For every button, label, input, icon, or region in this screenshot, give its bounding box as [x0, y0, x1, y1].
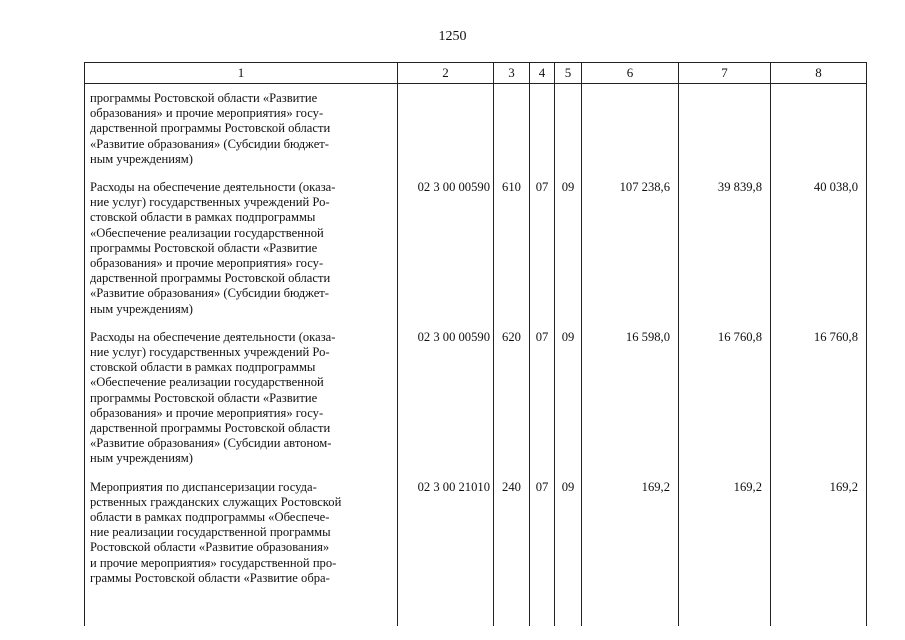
header-col-1: 1: [85, 63, 398, 84]
description-line: ние реализации государственной программы: [90, 525, 331, 540]
row-value-3: [771, 84, 867, 168]
row-rz: 07: [530, 317, 555, 467]
row-value-1: 16 598,0: [582, 317, 679, 467]
description-line: «Обеспечение реализации государственной: [90, 375, 324, 390]
row-description: [85, 167, 398, 317]
description-line: области в рамках подпрограммы «Обеспече-: [90, 510, 330, 525]
header-col-7: 7: [679, 63, 771, 84]
row-value-2: 169,2: [679, 467, 771, 626]
row-pr: [555, 84, 582, 168]
row-code: [398, 84, 494, 168]
row-description: [85, 317, 398, 467]
row-pr: 09: [555, 167, 582, 317]
row-code: 02 3 00 00590: [398, 317, 494, 467]
row-rz: 07: [530, 167, 555, 317]
description-line: «Обеспечение реализации государственной: [90, 225, 324, 240]
row-pr: 09: [555, 467, 582, 626]
budget-table: [84, 62, 867, 626]
description-line: ным учреждениям): [90, 301, 193, 316]
description-line: стовской области в рамках подпрограммы: [90, 210, 316, 225]
row-value-3: 169,2: [771, 467, 867, 626]
description-line: «Развитие образования» (Субсидии автоном-: [90, 436, 332, 451]
table-row: [85, 167, 867, 317]
row-description: [85, 467, 398, 626]
description-line: Расходы на обеспечение деятельности (оказа-: [90, 329, 336, 344]
description-line: «Развитие образования» (Субсидии бюджет-: [90, 286, 329, 301]
table-row: [85, 317, 867, 467]
description-line: дарственной программы Ростовской области: [90, 121, 331, 136]
row-value-2: [679, 84, 771, 168]
row-vr: 240: [494, 467, 530, 626]
header-col-3: 3: [494, 63, 530, 84]
header-col-6: 6: [582, 63, 679, 84]
page-number: 1250: [438, 29, 467, 44]
description-line: ным учреждениям): [90, 451, 193, 466]
description-line: дарственной программы Ростовской области: [90, 271, 331, 286]
description-line: дарственной программы Ростовской области: [90, 421, 331, 436]
description-line: Ростовской области «Развитие образования»: [90, 540, 330, 555]
description-line: ным учреждениям): [90, 151, 193, 166]
row-code: 02 3 00 21010: [398, 467, 494, 626]
row-vr: [494, 84, 530, 168]
row-value-1: 169,2: [582, 467, 679, 626]
description-line: граммы Ростовской области «Развитие обра-: [90, 570, 330, 585]
header-col-8: 8: [771, 63, 867, 84]
description-line: «Развитие образования» (Субсидии бюджет-: [90, 136, 329, 151]
header-col-5: 5: [555, 63, 582, 84]
description-line: программы Ростовской области «Развитие: [90, 390, 318, 405]
description-line: программы Ростовской области «Развитие: [90, 240, 318, 255]
row-pr: 09: [555, 317, 582, 467]
header-row: [85, 63, 867, 84]
description-line: программы Ростовской области «Развитие: [90, 91, 318, 105]
description-line: образования» и прочие мероприятия» госу-: [90, 256, 324, 271]
row-rz: [530, 84, 555, 168]
description-line: ние услуг) государственных учреждений Ро-: [90, 195, 330, 210]
row-value-1: [582, 84, 679, 168]
row-code: 02 3 00 00590: [398, 167, 494, 317]
table-row: [85, 467, 867, 626]
description-line: образования» и прочие мероприятия» госу-: [90, 405, 324, 420]
table-row: [85, 84, 867, 168]
description-line: Мероприятия по диспансеризации госуда-: [90, 479, 317, 494]
description-line: образования» и прочие мероприятия» госу-: [90, 106, 324, 121]
description-line: рственных гражданских служащих Ростовской: [90, 494, 342, 509]
description-line: и прочие мероприятия» государственной про-: [90, 555, 337, 570]
row-rz: 07: [530, 467, 555, 626]
row-value-2: 16 760,8: [679, 317, 771, 467]
header-col-4: 4: [530, 63, 555, 84]
row-value-3: 16 760,8: [771, 317, 867, 467]
row-value-1: 107 238,6: [582, 167, 679, 317]
row-description: [85, 84, 398, 168]
row-vr: 620: [494, 317, 530, 467]
row-value-2: 39 839,8: [679, 167, 771, 317]
description-line: стовской области в рамках подпрограммы: [90, 360, 316, 375]
description-line: Расходы на обеспечение деятельности (оказа-: [90, 180, 336, 195]
row-value-3: 40 038,0: [771, 167, 867, 317]
row-vr: 610: [494, 167, 530, 317]
header-col-2: 2: [398, 63, 494, 84]
description-line: ние услуг) государственных учреждений Ро-: [90, 345, 330, 360]
